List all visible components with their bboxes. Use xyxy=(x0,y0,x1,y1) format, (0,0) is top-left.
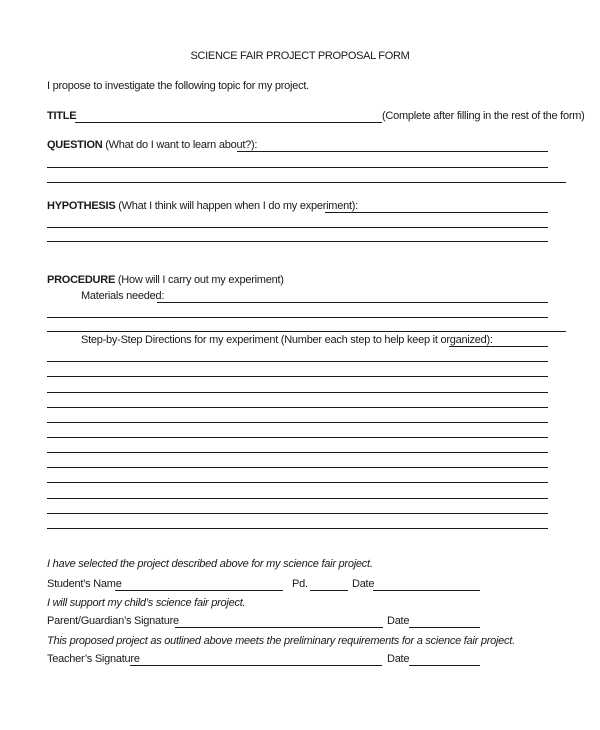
question-heading xyxy=(47,139,257,152)
steps-input-line[interactable] xyxy=(47,392,548,393)
parent-statement: I will support my child’s science fair project. xyxy=(47,597,246,609)
materials-input-line[interactable] xyxy=(47,331,566,332)
teacher-signature-label: Teacher’s Signature xyxy=(47,653,140,665)
steps-input-line[interactable] xyxy=(47,498,548,499)
title-label: TITLE xyxy=(47,110,77,122)
intro-text: I propose to investigate the following topic for my project. xyxy=(47,80,309,92)
parent-date-input-line[interactable] xyxy=(409,627,480,628)
steps-input-line[interactable] xyxy=(47,376,548,377)
parent-signature-input-line[interactable] xyxy=(175,627,383,628)
title-note: (Complete after filling in the rest of the form) xyxy=(382,110,585,122)
steps-input-line[interactable] xyxy=(47,437,548,438)
hypothesis-label: HYPOTHESIS xyxy=(47,200,116,212)
hypothesis-input-line[interactable] xyxy=(325,212,548,213)
materials-label: Materials needed: xyxy=(81,290,165,302)
procedure-label: PROCEDURE xyxy=(47,274,116,286)
date-label-student: Date xyxy=(352,578,375,590)
hypothesis-input-line[interactable] xyxy=(47,227,548,228)
date-label-parent: Date xyxy=(387,615,410,627)
materials-input-line[interactable] xyxy=(47,317,548,318)
procedure-heading xyxy=(47,274,284,287)
steps-label: Step-by-Step Directions for my experiment (Number each step to help keep it organized): xyxy=(81,334,493,346)
hypothesis-heading xyxy=(47,200,358,213)
title-input-line[interactable] xyxy=(75,122,382,123)
hypothesis-hint: (What I think will happen when I do my experiment): xyxy=(118,200,358,212)
procedure-hint: (How will I carry out my experiment) xyxy=(117,274,284,286)
steps-input-line[interactable] xyxy=(449,346,548,347)
steps-input-line[interactable] xyxy=(47,467,548,468)
hypothesis-input-line[interactable] xyxy=(47,241,548,242)
question-input-line[interactable] xyxy=(237,151,548,152)
form-title: SCIENCE FAIR PROJECT PROPOSAL FORM xyxy=(190,50,410,62)
steps-input-line[interactable] xyxy=(47,361,548,362)
student-name-label: Student’s Name xyxy=(47,578,122,590)
student-statement: I have selected the project described above for my science fair project. xyxy=(47,558,373,570)
question-input-line[interactable] xyxy=(47,167,548,168)
teacher-signature-input-line[interactable] xyxy=(130,665,382,666)
steps-input-line[interactable] xyxy=(47,528,548,529)
student-name-input-line[interactable] xyxy=(115,590,283,591)
steps-input-line[interactable] xyxy=(47,407,548,408)
steps-input-line[interactable] xyxy=(47,482,548,483)
pd-input-line[interactable] xyxy=(310,590,348,591)
steps-input-line[interactable] xyxy=(47,422,548,423)
question-hint: (What do I want to learn about?): xyxy=(105,139,258,151)
pd-label: Pd. xyxy=(292,578,308,590)
question-label: QUESTION xyxy=(47,139,103,151)
teacher-statement: This proposed project as outlined above meets the preliminary requirements for a science fair project. xyxy=(47,635,515,647)
parent-signature-label: Parent/Guardian’s Signature xyxy=(47,615,179,627)
student-date-input-line[interactable] xyxy=(373,590,480,591)
materials-input-line[interactable] xyxy=(157,302,548,303)
steps-input-line[interactable] xyxy=(47,513,548,514)
steps-input-line[interactable] xyxy=(47,452,548,453)
date-label-teacher: Date xyxy=(387,653,410,665)
question-input-line[interactable] xyxy=(47,182,566,183)
teacher-date-input-line[interactable] xyxy=(409,665,480,666)
